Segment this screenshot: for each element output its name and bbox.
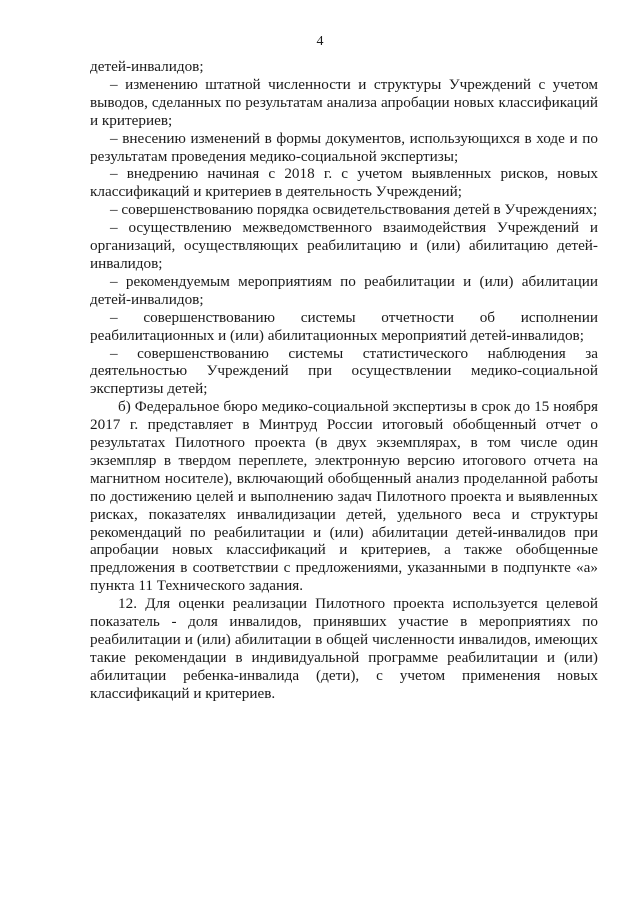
paragraph-b-federal-bureau: б) Федеральное бюро медико-социальной экспертизы в срок до 15 ноября 2017 г. представляет в Минтруд России итоговый обобщенный отчет о результатах Пилотного проекта (в двух экземплярах, в том числе один экземпляр в твердом переплете, электронную версию итогового отчета на магнитном носителе), включающий обобщенный анализ проделанной работы по достижению целей и выполнению задач Пилотного проекта и выявленных рисках, показателях инвалидизации детей, удельного веса и структуры рекомендаций по реабилитации и (или) абилитации детей-инвалидов при апробации новых классификаций и критериев, а также обобщенные предложения в соответствии с предложениями, указанными в подпункте «а» пункта 11 Технического задания. bbox=[90, 398, 598, 595]
list-item-forms: – внесению изменений в формы документов, использующихся в ходе и по результатам проведения медико-социальной экспертизы; bbox=[90, 129, 598, 165]
list-item-staffing: – изменению штатной численности и структуры Учреждений с учетом выводов, сделанных по результатам анализа апробации новых классификаций и критериев; bbox=[90, 75, 598, 129]
list-item-reporting: – совершенствованию системы отчетности об исполнении реабилитационных и (или) абилитационных мероприятий детей-инвалидов; bbox=[90, 308, 598, 344]
list-item-implementation: – внедрению начиная с 2018 г. с учетом выявленных рисков, новых классификаций и критериев в деятельность Учреждений; bbox=[90, 165, 598, 201]
page-number: 4 bbox=[316, 34, 324, 49]
list-item-examination: – совершенствованию порядка освидетельствования детей в Учреждениях; bbox=[110, 201, 598, 219]
list-item-statistics: – совершенствованию системы статистического наблюдения за деятельностью Учреждений при осуществлении медико-социальной экспертизы детей; bbox=[90, 344, 598, 398]
paragraph-12-target-indicator: 12. Для оценки реализации Пилотного проекта используется целевой показатель - доля инвалидов, принявших участие в мероприятиях по реабилитации и (или) абилитации в общей численности инвалидов, имеющих такие рекомендации в индивидуальной программе реабилитации и (или) абилитации ребенка-инвалида (дети), с учетом применения новых классификаций и критериев. bbox=[90, 595, 598, 702]
list-item-interagency: – осуществлению межведомственного взаимодействия Учреждений и организаций, осуществляющих реабилитацию и (или) абилитацию детей-инвалидов; bbox=[90, 219, 598, 272]
paragraph-continuation: детей-инвалидов; bbox=[90, 58, 204, 75]
list-item-recommended-measures: – рекомендуемым мероприятиям по реабилитации и (или) абилитации детей-инвалидов; bbox=[90, 272, 598, 308]
document-body bbox=[90, 58, 598, 703]
